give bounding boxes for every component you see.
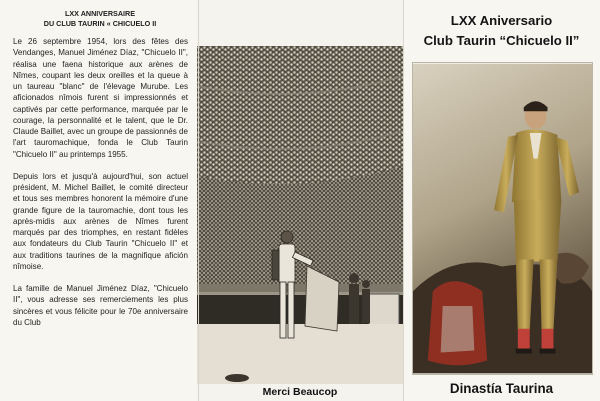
history-text xyxy=(13,36,188,339)
right-cover-panel xyxy=(403,0,600,401)
middle-photo-panel xyxy=(197,0,403,401)
paragraph-3: La famille de Manuel Jiménez Díaz, "Chicuelo II", vous adresse ses remerciements les plus sincères et vous félicite pour le 70e anniversaire du Club xyxy=(13,284,188,327)
arena-photo xyxy=(197,46,403,384)
anniversary-heading xyxy=(6,9,194,29)
heading-line-1: LXX ANNIVERSAIRE xyxy=(64,9,136,18)
title-line-1: LXX Aniversario xyxy=(450,13,553,28)
cover-footer: Dinastía Taurina xyxy=(449,381,554,396)
paragraph-1: Le 26 septembre 1954, lors des fêtes des Vendanges, Manuel Jiménez Díaz, "Chicuelo II", réalisa une faena historique aux arènes de Nîmes, coupant les deux oreilles et la queue à un taureau "blanc" de l'élevage Murube. Les aficionados nîmois furent si impressionnés et captivés par cette performance, marquée par le courage, la personnalité et le talent, que le Dr. Claude Baillet, avec un groupe de passionnés de l'art tauromachique, fonda le Club Taurin "Chicuelo II" au printemps 1955. xyxy=(13,37,188,159)
paragraph-2: Depuis lors et jusqu'à aujourd'hui, son actuel président, M. Michel Baillet, le comité directeur et tous ses membres honorent la mémoire d'une grande figure de la tauromachie, dont tous les après-midis aux arènes de Nîmes furent marqués par des triomphes, en restant fidèles aux fondateurs du Club Taurin "Chicuelo II" et aux traditions taurines de la magnifique afición nîmoise. xyxy=(13,171,188,271)
left-text-panel xyxy=(0,0,200,401)
fold-line-right xyxy=(403,0,404,401)
cover-title xyxy=(403,11,600,51)
photo-caption: Merci Beaucop xyxy=(262,386,338,398)
fold-line-left xyxy=(198,0,199,401)
heading-line-2: DU CLUB TAURIN « CHICUELO II xyxy=(43,19,157,28)
torero-portrait-painting xyxy=(412,62,593,375)
title-line-2: Club Taurin “Chicuelo II” xyxy=(423,33,580,48)
